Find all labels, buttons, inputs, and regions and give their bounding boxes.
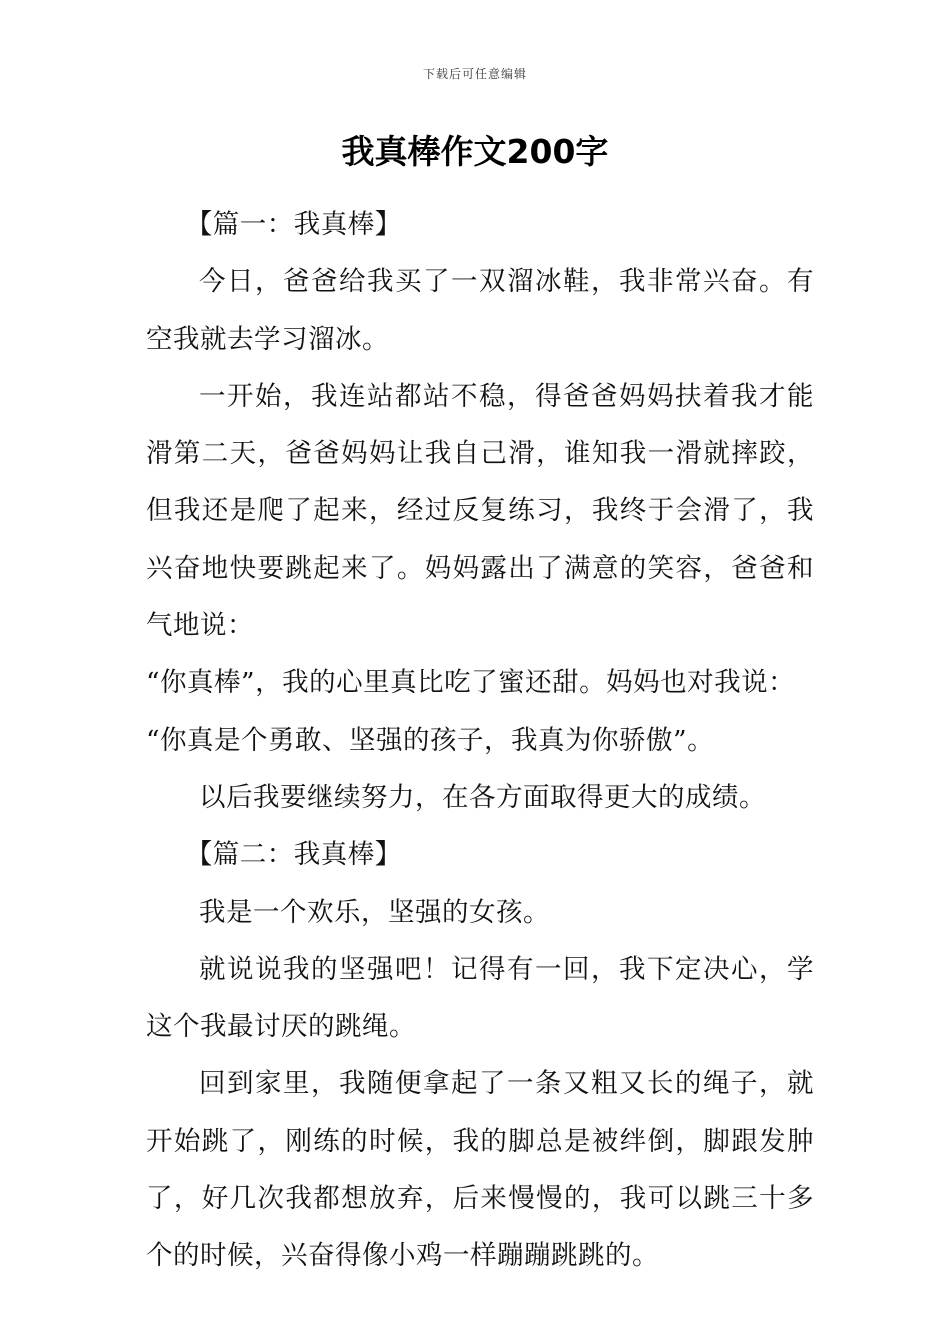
paragraph: 就说说我的坚强吧！记得有一回，我下定决心，学这个我最讨厌的跳绳。 xyxy=(146,953,814,1043)
section-heading-2: 【篇二：我真棒】 xyxy=(185,839,402,871)
page-title: 我真棒作文200字 xyxy=(341,132,609,171)
document-body xyxy=(146,196,814,1285)
paragraph: 以后我要继续努力，在各方面取得更大的成绩。 xyxy=(199,781,766,813)
paragraph-quote: “你真是个勇敢、坚强的孩子，我真为你骄傲”。 xyxy=(146,724,715,756)
paragraph: 回到家里，我随便拿起了一条又粗又长的绳子，就开始跳了，刚练的时候，我的脚总是被绊倒，脚跟发肿了，好几次我都想放弃，后来慢慢的，我可以跳三十多个的时候，兴奋得像小鸡一样蹦蹦跳跳的。 xyxy=(146,1068,814,1272)
header-note: 下载后可任意编辑 xyxy=(422,67,527,81)
paragraph: 今日，爸爸给我买了一双溜冰鞋，我非常兴奋。有空我就去学习溜冰。 xyxy=(146,266,814,355)
paragraph: 一开始，我连站都站不稳，得爸爸妈妈扶着我才能滑第二天，爸爸妈妈让我自己滑，谁知我一滑就摔跤，但我还是爬了起来，经过反复练习，我终于会滑了，我兴奋地快要跳起来了。妈妈露出了满意的笑容，爸爸和气地说： xyxy=(146,380,814,642)
section-heading-1: 【篇一：我真棒】 xyxy=(185,209,402,240)
paragraph: 我是一个欢乐，坚强的女孩。 xyxy=(199,896,550,928)
paragraph-quote: “你真棒”，我的心里真比吃了蜜还甜。妈妈也对我说： xyxy=(146,667,796,699)
